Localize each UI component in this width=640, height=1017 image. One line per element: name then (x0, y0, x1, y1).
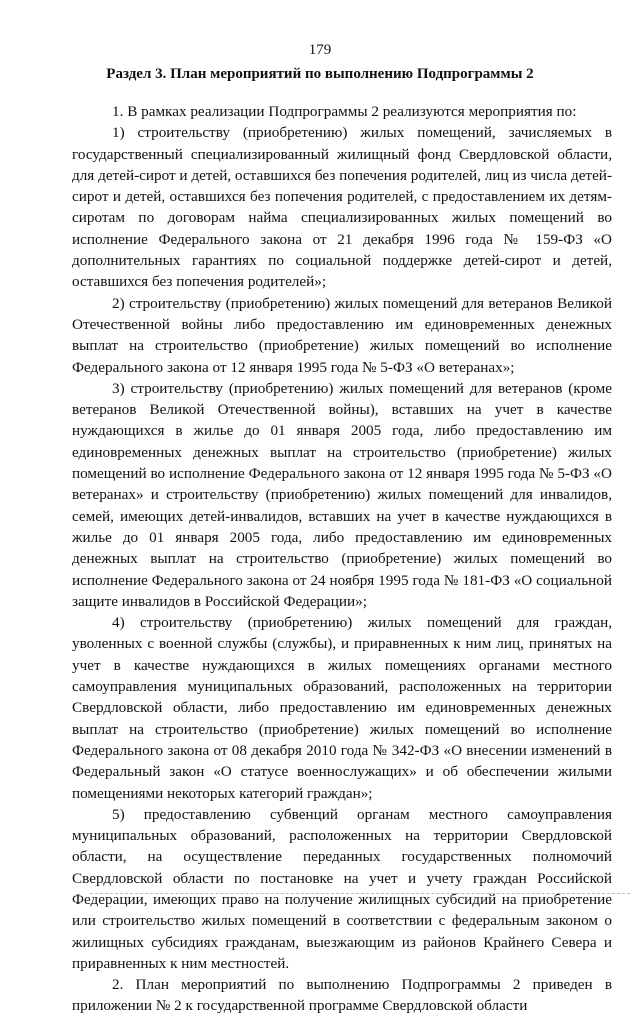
scan-edge-divider (90, 893, 630, 894)
paragraph-item-1: 1) строительству (приобретению) жилых помещений, зачисляемых в государственный специализированный жилищный фонд Свердловской области, для детей-сирот и детей, оставшихся без попечения родителей, лиц из числа детей-сирот и детей, оставшихся без попечения родителей, с предоставлением их детям-сиротам по договорам найма специализированных жилых помещений во исполнение Федерального закона от 21 декабря 1996 года № 159-ФЗ «О дополнительных гарантиях по социальной поддержке детей-сирот и детей, оставшихся без попечения родителей»; (72, 124, 612, 291)
paragraph-item-4: 4) строительству (приобретению) жилых помещений для граждан, уволенных с военной службы (службы), и приравненных к ним лиц, принятых на учет в качестве нуждающихся в жилых помещениях органами местного самоуправления муниципальных образований, расположенных на территории Свердловской области, либо предоставлению им единовременных денежных выплат на строительство (приобретение) жилых помещений во исполнение Федерального закона от 08 декабря 2010 года № 342-ФЗ «О внесении изменений в Федеральный закон «О статусе военнослужащих» и об обеспечении жилыми помещениями некоторых категорий граждан»; (72, 614, 612, 802)
paragraph-plan-reference: 2. План мероприятий по выполнению Подпрограммы 2 приведен в приложении № 2 к государственной программе Свердловской области (72, 976, 612, 1015)
page-number: 179 (308, 42, 332, 58)
paragraph-item-3: 3) строительству (приобретению) жилых помещений для ветеранов (кроме ветеранов Великой Отечественной войны), вставших на учет в качестве нуждающихся в жилье до 01 января 2005 года, либо предоставлению им единовременных денежных выплат на строительство (приобретение) жилых помещений во исполнение Федерального закона от 12 января 1995 года № 5-ФЗ «О ветеранах» и строительству (приобретению) жилых помещений для инвалидов, семей, имеющих детей-инвалидов, вставших на учет в качестве нуждающихся в жилье до 01 января 2005 года, либо предоставлению им единовременных денежных выплат на строительство (приобретение) жилых помещений во исполнение Федерального закона от 24 ноября 1995 года № 181-ФЗ «О социальной защите инвалидов в Российской Федерации»; (72, 379, 612, 610)
paragraph-intro: 1. В рамках реализации Подпрограммы 2 реализуются мероприятия по: (112, 103, 577, 120)
section-title: Раздел 3. План мероприятий по выполнению Подпрограммы 2 (106, 66, 534, 82)
document-body (72, 101, 612, 1017)
paragraph-item-5: 5) предоставлению субвенций органам местного самоуправления муниципальных образований, расположенных на территории Свердловской области, на осуществление переданных государственных полномочий Свердловской области по постановке на учет и учету граждан Российской Федерации, имеющих право на получение жилищных субсидий на приобретение или строительство жилых помещений в соответствии с федеральным законом о жилищных субсидиях гражданам, выезжающим из районов Крайнего Севера и приравненных к ним местностей. (72, 805, 612, 972)
paragraph-item-2: 2) строительству (приобретению) жилых помещений для ветеранов Великой Отечественной войны либо предоставлению им единовременных денежных выплат на строительство (приобретение) жилых помещений во исполнение Федерального закона от 12 января 1995 года № 5-ФЗ «О ветеранах»; (72, 294, 612, 376)
